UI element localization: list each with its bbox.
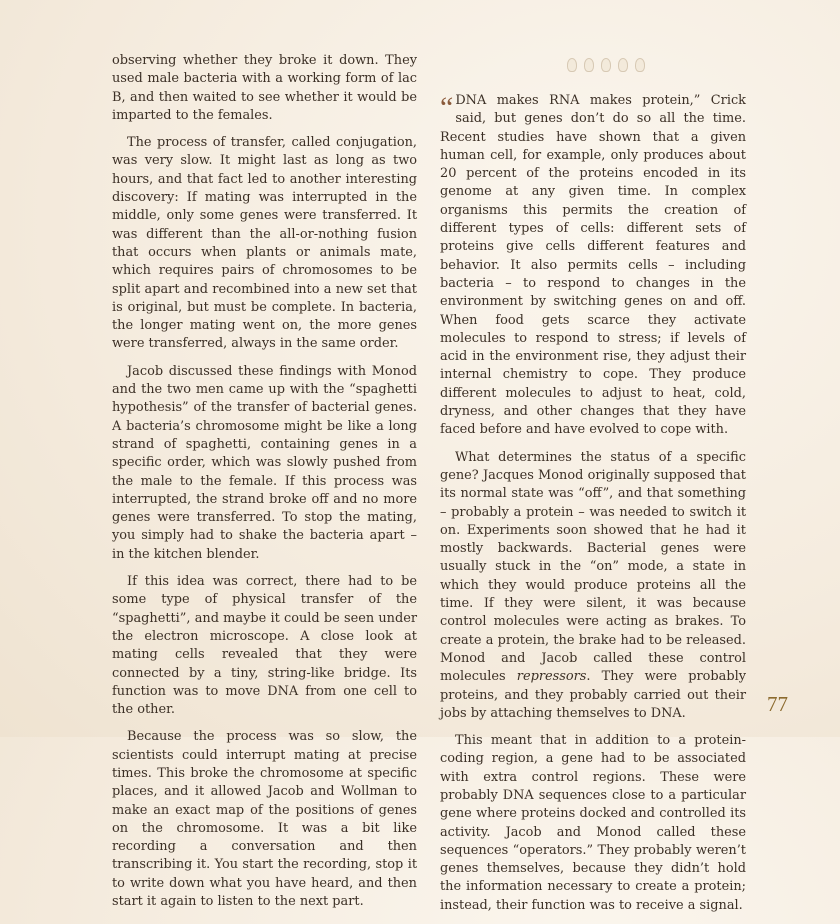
left-paragraph-5: Because the process was so slow, the scientists could interrupt mating at precise times. This broke the chromosome at specific places, and it allowed Jacob and Wollman to make an exact map of the positions of genes on the chromosome. It was a bit like recording a conversation and then transcribing it. You start the recording, stop it to write down what you have heard, and then start it again to listen to the next part. — [112, 729, 417, 910]
ornament-icon — [567, 58, 577, 72]
ornament-icon — [618, 58, 628, 72]
ornament-icon — [584, 58, 594, 72]
right-paragraph-1: “ DNA makes RNA makes protein,” Crick said, but genes don’t do so all the time. Recent studies have shown that a given human cell, for example, only produces about 20 percent of the proteins encoded in its genome at any given time. In complex organisms this permits the creation of different types of cells: different sets of proteins give cells different features and behavior. It also permits cells – including bacteria – to respond to changes in the environment by switching genes on and off. When food gets scarce they activate molecules to respond to stress; if levels of acid in the environment rise, they adjust their internal chemistry to cope. They produce different molecules to adjust to heat, cold, dryness, and other changes that they have faced before and have evolved to cope with. — [440, 91, 746, 438]
left-paragraph-4: If this idea was correct, there had to be some type of physical transfer of the “spaghetti”, and maybe it could be seen under the electron microscope. A close look at mating cells revealed that they were connected by a tiny, string-like bridge. Its function was to move DNA from one cell to the other. — [112, 574, 417, 718]
right-paragraph-2: What determines the status of a specific gene? Jacques Monod originally supposed that its normal state was “off”, and that something – probably a protein – was needed to switch it on. Experiments soon showed that he had it mostly backwards. Bacterial genes were usually stuck in the “on” mode, a state in which they would produce proteins all the time. If they were silent, it was because control molecules were acting as brakes. To create a protein, the brake had to be released. Monod and Jacob called these control molecules repressors. They were probably proteins, and they probably carried out their jobs by attaching themselves to DNA. — [440, 449, 746, 721]
left-paragraph-3: Jacob discussed these findings with Monod and the two men came up with the “spaghetti hypothesis” of the transfer of bacterial genes. A bacteria’s chromosome might be like a long strand of spaghetti, containing genes in a specific order, which was slowly pushed from the male to the female. If this process was interrupted, the strand broke off and no more genes were transferred. To stop the mating, you simply had to shake the bacteria apart – in the kitchen blender. — [112, 363, 417, 562]
left-paragraph-2: The process of transfer, called conjugation, was very slow. It might last as long as two hours, and that fact led to another interesting discovery: If mating was interrupted in the middle, only some genes were transferred. It was different than the all-or-nothing fusion that occurs when plants or animals mate, which requires pairs of chromosomes to be split apart and recombined into a new set that is original, but must be complete. In bacteria, the longer mating went on, the more genes were transferred, always in the same order. — [112, 135, 417, 352]
drop-quote-mark: “ — [440, 91, 454, 124]
right-paragraph-3: This meant that in addition to a protein-coding region, a gene had to be associated with extra control regions. These were probably DNA sequences close to a particular gene where proteins docked and controlled its activity. Jacob and Monod called these sequences “operators.” They probably weren’t genes themselves, because they didn’t hold the information necessary to create a protein; instead, their function was to receive a signal. — [440, 733, 746, 913]
right-column — [440, 92, 746, 924]
ornament-icon — [601, 58, 611, 72]
section-break-ornament — [561, 58, 651, 74]
left-paragraph-1: observing whether they broke it down. They used male bacteria with a working form of lac B, and then waited to see whether it would be imparted to the females. — [112, 53, 417, 123]
page-number: 77 — [767, 692, 788, 716]
left-column — [112, 52, 417, 920]
ornament-icon — [635, 58, 645, 72]
